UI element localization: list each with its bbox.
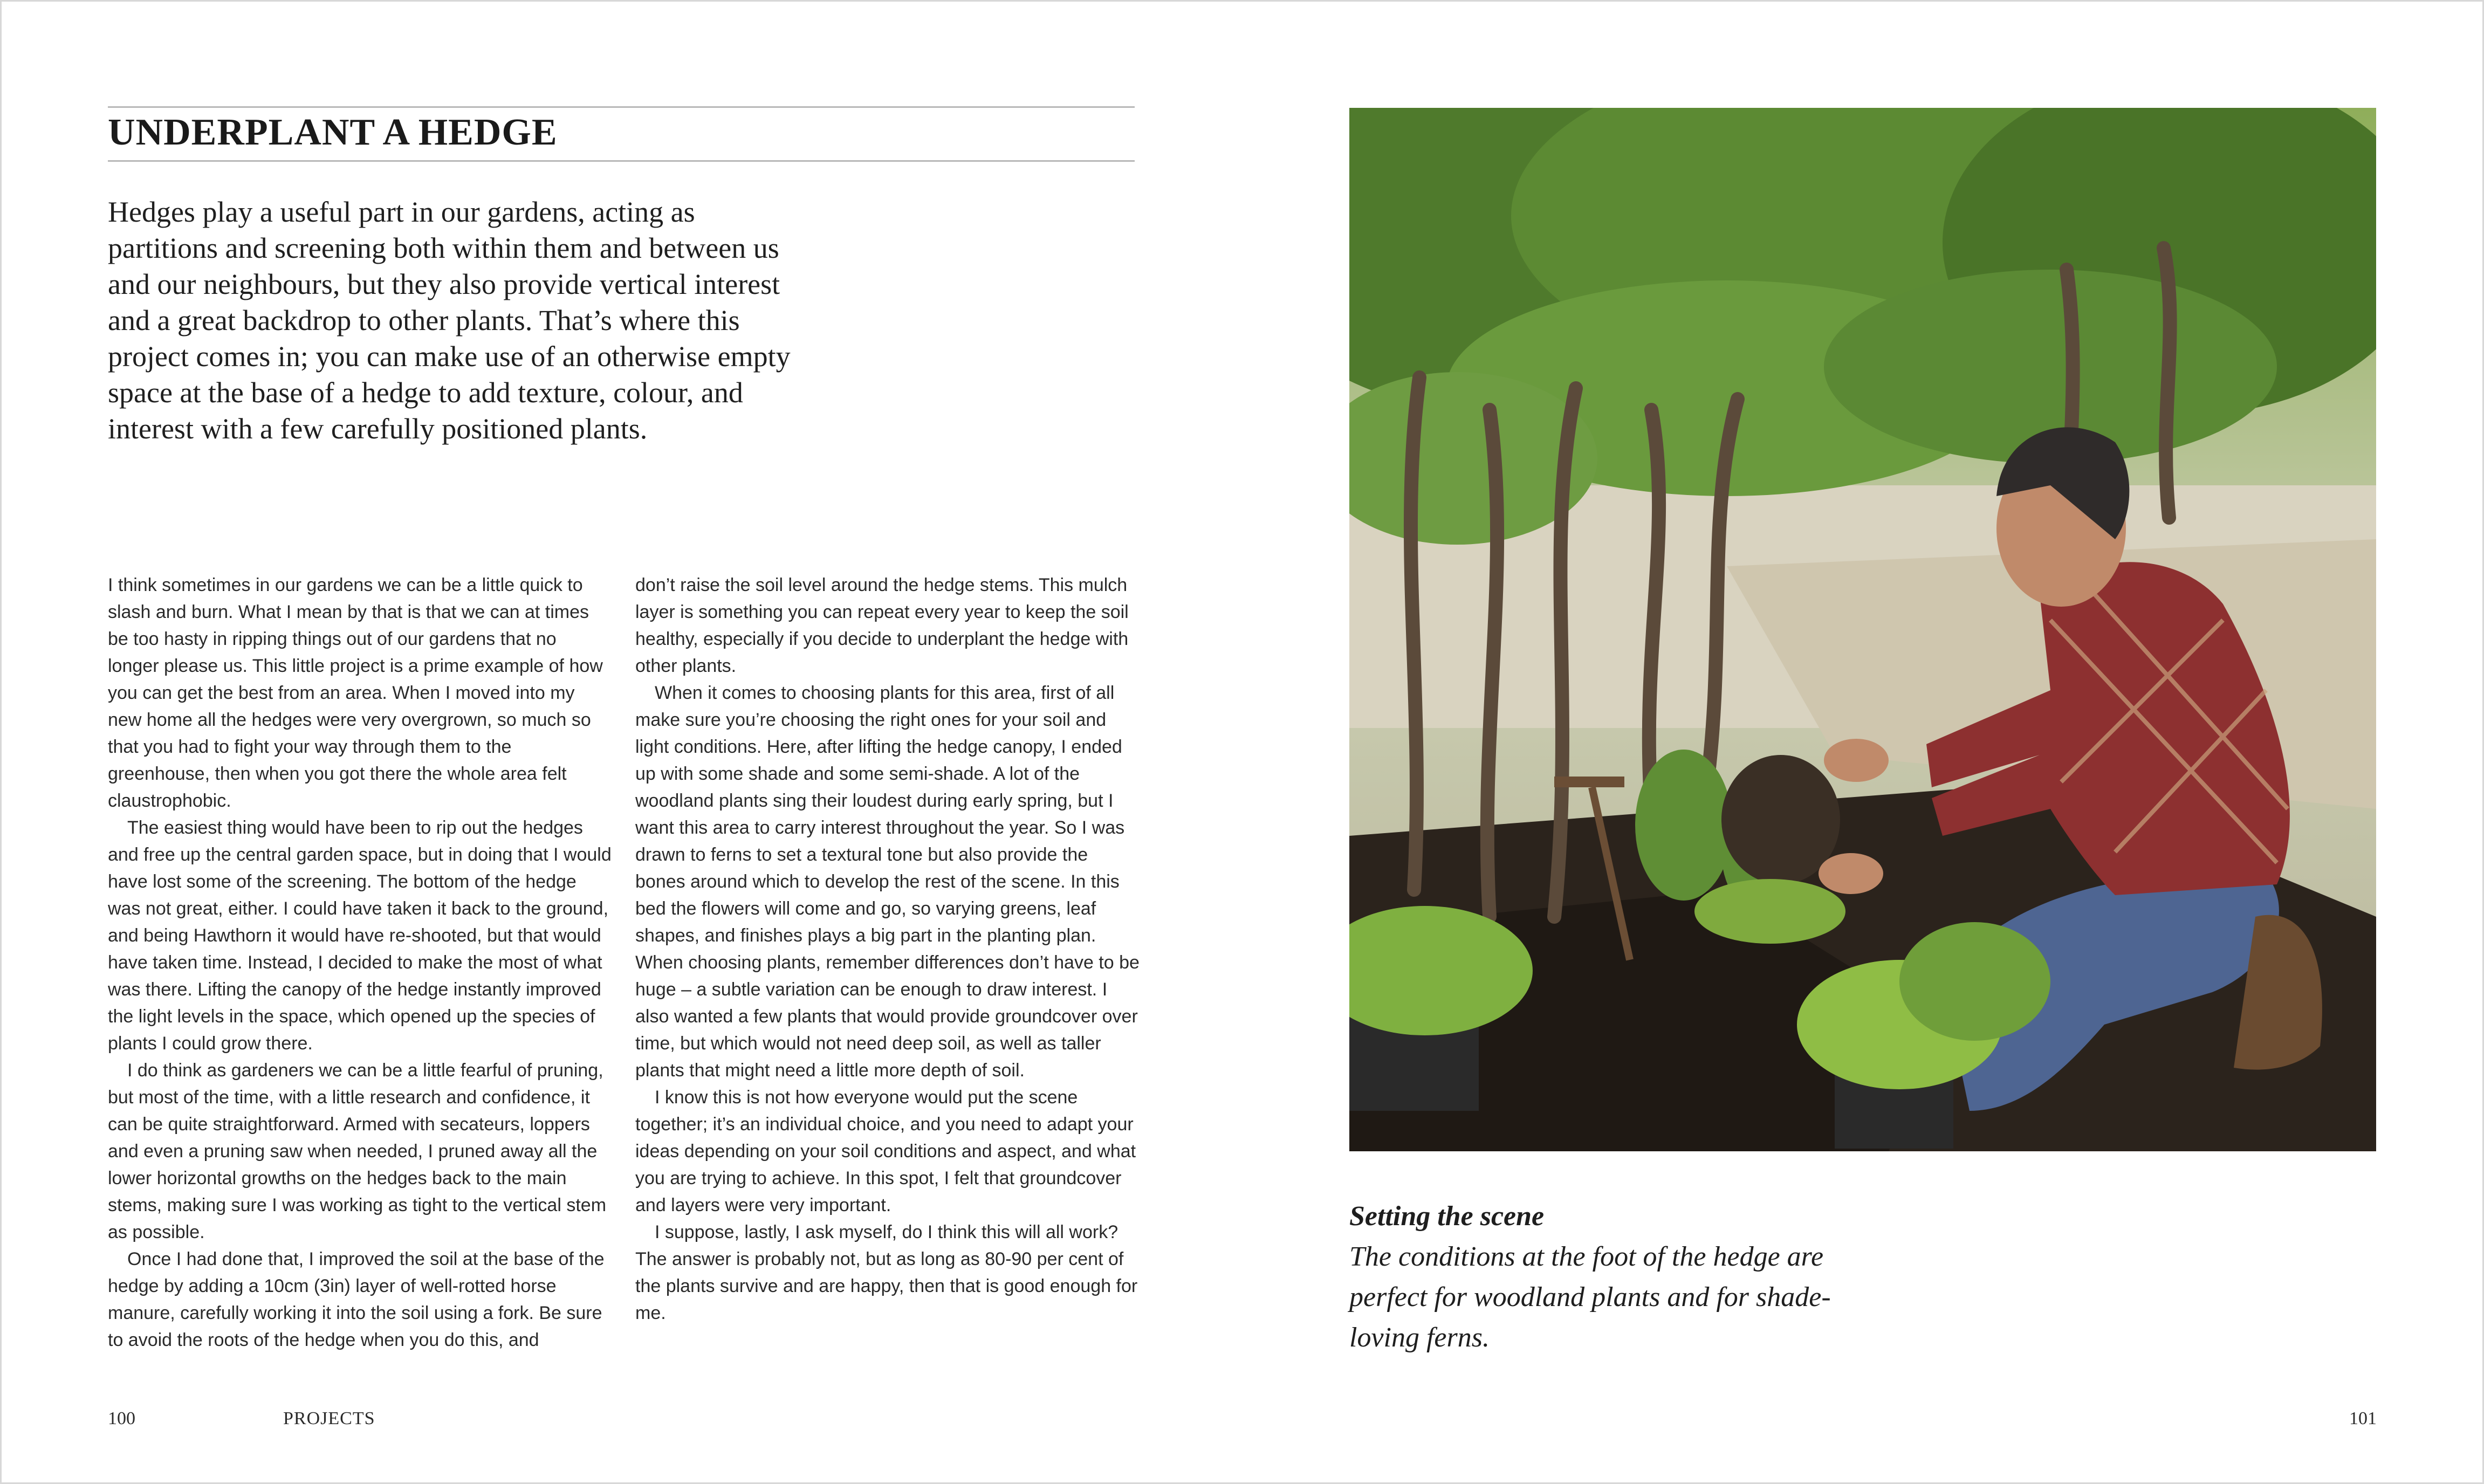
caption-text: The conditions at the foot of the hedge are perfect for woodland plants and for shade-loving ferns. bbox=[1349, 1241, 1831, 1353]
body-paragraph: The easiest thing would have been to rip out the hedges and free up the central garden space, but in doing that I would have lost some of the screening. The bottom of the hedge was not great, either. I could have taken it back to the ground, and being Hawthorn it would have re-shooted, but that would have taken time. Instead, I decided to make the most of what was there. Lifting the canopy of the hedge instantly improved the light levels in the space, which opened up the species of plants I could grow there. bbox=[108, 817, 612, 1054]
page-number-right: 101 bbox=[2349, 1409, 2377, 1428]
body-paragraph: I suppose, lastly, I ask myself, do I think this will all work? The answer is probably not, but as long as 80-90 per cent of the plants survive and are happy, then that is good enough for me. bbox=[635, 1222, 1138, 1323]
title-rule-top bbox=[108, 106, 1135, 108]
body-column-left bbox=[108, 572, 612, 1354]
intro-paragraph: Hedges play a useful part in our gardens, acting as partitions and screening both within them and between us and our neighbours, but they also provide vertical interest and a great backdrop to other plants. That’s where this project comes in; you can make use of an otherwise empty space at the base of a hedge to add texture, colour, and interest with a few carefully positioned plants. bbox=[108, 196, 791, 445]
caption-title: Setting the scene bbox=[1349, 1201, 1545, 1232]
body-paragraph: I think sometimes in our gardens we can be a little quick to slash and burn. What I mean by that is that we can at times be too hasty in ripping things out of our gardens that no longer please us. This little project is a prime example of how you can get the best from an area. When I moved into my new home all the hedges were very overgrown, so much so that you had to fight your way through them to the greenhouse, then when you got there the whole area felt claustrophobic. bbox=[108, 575, 603, 811]
page-title: UNDERPLANT A HEDGE bbox=[108, 112, 558, 153]
body-paragraph: don’t raise the soil level around the hedge stems. This mulch layer is something you can repeat every year to keep the soil healthy, especially if you decide to underplant the hedge with other plants. bbox=[635, 575, 1129, 676]
body-paragraph: I know this is not how everyone would put the scene together; it’s an individual choice, and you need to adapt your ideas depending on your soil conditions and aspect, and what you are trying to achieve. In this spot, I felt that groundcover and layers were very important. bbox=[635, 1087, 1136, 1215]
body-paragraph: When it comes to choosing plants for this area, first of all make sure you’re choosing the right ones for your soil and light conditions. Here, after lifting the hedge canopy, I ended up with some shade and some semi-shade. A lot of the woodland plants sing their loudest during early spring, but I want this area to carry interest throughout the year. So I was drawn to ferns to set a textural tone but also provide the bones around which to develop the rest of the scene. In this bed the flowers will come and go, so varying greens, leaf shapes, and finishes plays a big part in the planting plan. When choosing plants, remember differences don’t have to be huge – a subtle variation can be enough to draw interest. I also wanted a few plants that would provide groundcover over time, but which would not need deep soil, as well as taller plants that might need a little more depth of soil. bbox=[635, 683, 1140, 1081]
photo-caption bbox=[1349, 1196, 1835, 1358]
body-paragraph: I do think as gardeners we can be a little fearful of pruning, but most of the time, with a little research and confidence, it can be quite straightforward. Armed with secateurs, loppers and even a pruning saw when needed, I pruned away all the lower horizontal growths on the hedges back to the main stems, making sure I was working as tight to the vertical stem as possible. bbox=[108, 1060, 607, 1242]
section-label: PROJECTS bbox=[283, 1409, 375, 1428]
title-rule-bottom bbox=[108, 160, 1135, 162]
garden-photo bbox=[1349, 108, 2376, 1151]
body-column-right bbox=[635, 572, 1140, 1327]
body-paragraph: Once I had done that, I improved the soil at the base of the hedge by adding a 10cm (3in) layer of well-rotted horse manure, carefully working it into the soil using a fork. Be sure to avoid the roots of the hedge when you do this, and bbox=[108, 1249, 605, 1350]
page-number-left: 100 bbox=[108, 1409, 135, 1428]
